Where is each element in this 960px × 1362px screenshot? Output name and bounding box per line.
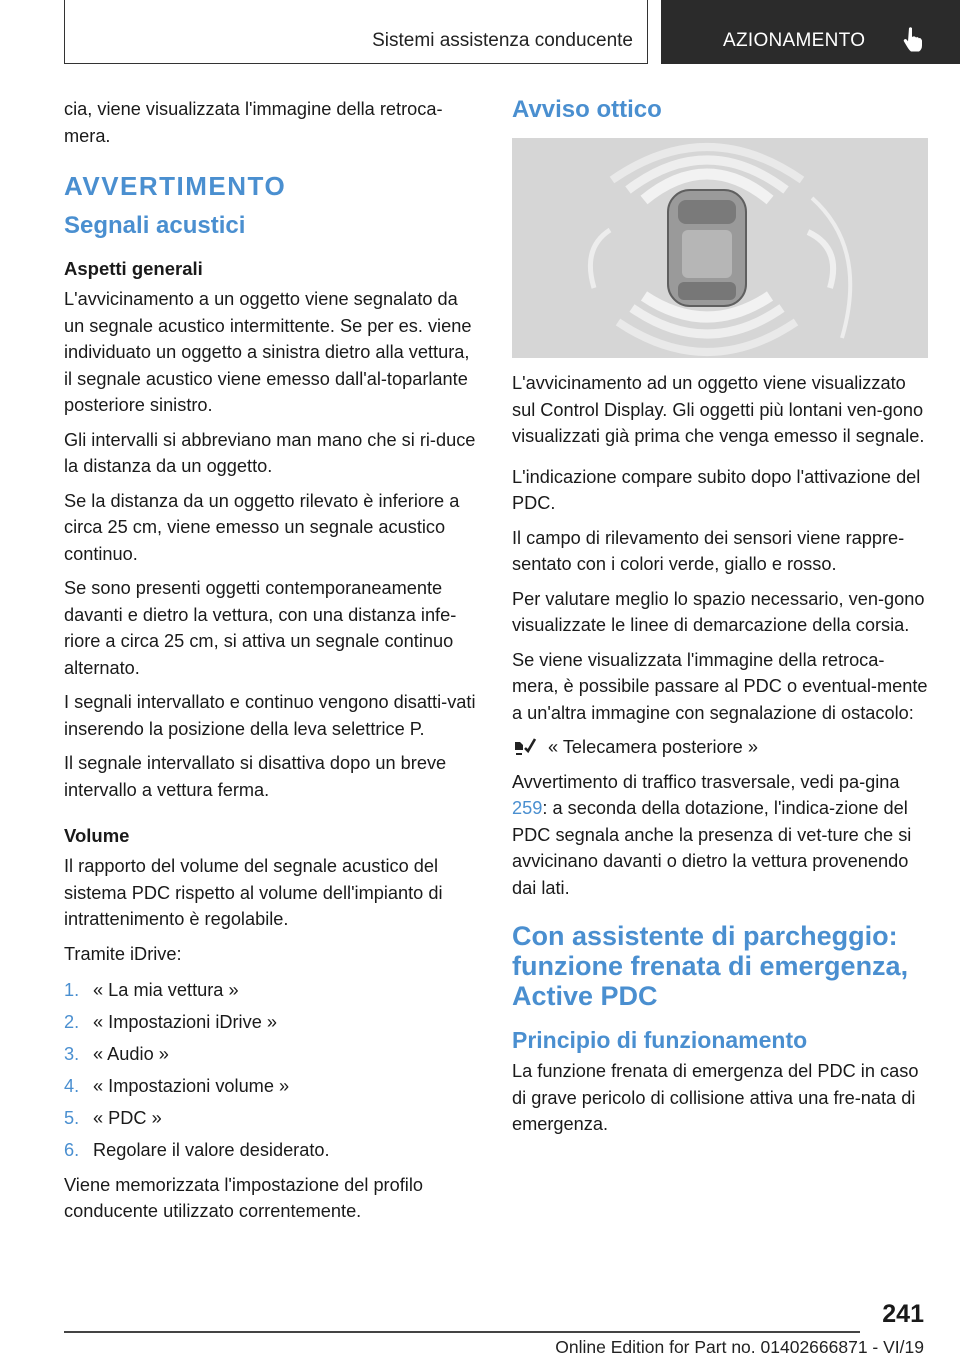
camera-option	[512, 734, 930, 761]
subheading-principle: Principio di funzionamento	[512, 1027, 808, 1053]
paragraph: Il campo di rilevamento dei sensori viene rappre-sentato con i colori verde, giallo e rosso.	[512, 527, 905, 574]
paragraph: Per valutare meglio lo spazio necessario, ven-gono visualizzate le linee di demarcazione della corsia.	[512, 588, 925, 635]
paragraph: Il segnale intervallato si disattiva dopo un breve intervallo a vettura ferma.	[64, 753, 447, 800]
camera-option-label: « Telecamera posteriore »	[548, 737, 758, 757]
pdc-display-illustration	[512, 138, 928, 358]
header-section-tab	[64, 0, 648, 64]
paragraph: L'avvicinamento ad un oggetto viene visualizzato sul Control Display. Gli oggetti più lontani ven-gono visualizzati già prima che venga emesso il segnale.	[512, 373, 925, 446]
warning-title: AVVERTIMENTO	[64, 171, 287, 201]
list-item: 5. « PDC »	[64, 1108, 162, 1128]
section-heading-acoustic: Segnali acustici	[64, 212, 246, 239]
footer-divider	[64, 1331, 860, 1333]
section-heading-visual: Avviso ottico	[512, 96, 662, 123]
paragraph: Tramite iDrive:	[64, 943, 182, 964]
paragraph: Viene memorizzata l'impostazione del profilo conducente utilizzato correntemente.	[64, 1174, 423, 1221]
paragraph: L'indicazione compare subito dopo l'attivazione del PDC.	[512, 466, 921, 513]
right-column	[512, 96, 930, 1146]
paragraph: Il rapporto del volume del segnale acustico del sistema PDC rispetto al volume dell'impianto di intrattenimento è regolabile.	[64, 856, 443, 929]
section-heading-emergency-brake: Con assistente di parcheggio: funzione frenata di emergenza, Active PDC	[512, 921, 909, 1011]
subheading-volume: Volume	[64, 825, 130, 846]
header-chapter-tab	[661, 0, 960, 64]
list-item: 4. « Impostazioni volume »	[64, 1076, 290, 1096]
paragraph: I segnali intervallato e continuo vengono disatti-vati inserendo la posizione della leva selettrice P.	[64, 692, 476, 739]
rear-camera-icon	[512, 736, 538, 758]
paragraph: Se sono presenti oggetti contemporaneamente davanti e dietro la vettura, con una distanza infe-riore a circa 25 cm, si attiva un segnale continuo alternato.	[64, 578, 457, 678]
page-reference-link[interactable]: 259	[512, 798, 543, 818]
header-chapter-title: AZIONAMENTO	[723, 30, 866, 51]
list-item: 2. « Impostazioni iDrive »	[64, 1012, 277, 1032]
list-item: 1. « La mia vettura »	[64, 980, 239, 1000]
subheading-general: Aspetti generali	[64, 258, 203, 279]
header-section-title: Sistemi assistenza conducente	[372, 30, 633, 51]
hand-pointer-icon	[903, 26, 925, 52]
idrive-steps-list	[64, 977, 482, 1164]
paragraph: Gli intervalli si abbreviano man mano che si ri-duce la distanza da un oggetto.	[64, 429, 476, 476]
paragraph: Se viene visualizzata l'immagine della retroca-mera, è possibile passare al PDC o eventual-mente a un'altra immagine con segnalazione di ostacolo:	[512, 649, 928, 723]
list-item: 3. « Audio »	[64, 1044, 169, 1064]
left-column	[64, 96, 482, 1233]
pdc-car-figure	[512, 138, 928, 358]
footer-edition: Online Edition for Part no. 01402666871 - VI/19	[555, 1337, 924, 1357]
list-item: 6. Regolare il valore desiderato.	[64, 1140, 330, 1160]
page-number: 241	[882, 1300, 924, 1328]
paragraph: L'avvicinamento a un oggetto viene segnalato da un segnale acustico intermittente. Se per es. viene individuato un oggetto a sinistra dietro alla vettura, il segnale acustico viene emesso dall'al-toparlante posteriore sinistro.	[64, 289, 472, 415]
paragraph: La funzione frenata di emergenza del PDC in caso di grave pericolo di collisione attiva una fre-nata di emergenza.	[512, 1061, 919, 1134]
intro-paragraph: cia, viene visualizzata l'immagine della retroca-mera.	[64, 99, 443, 146]
paragraph: Avvertimento di traffico trasversale, vedi pa-gina 259: a seconda della dotazione, l'indica-zione del PDC segnala anche la presenza di vet-ture che si avvicinano davanti o dietro la vettura provenendo dai lati.	[512, 771, 912, 898]
paragraph: Se la distanza da un oggetto rilevato è inferiore a circa 25 cm, viene emesso un segnale acustico continuo.	[64, 490, 460, 564]
